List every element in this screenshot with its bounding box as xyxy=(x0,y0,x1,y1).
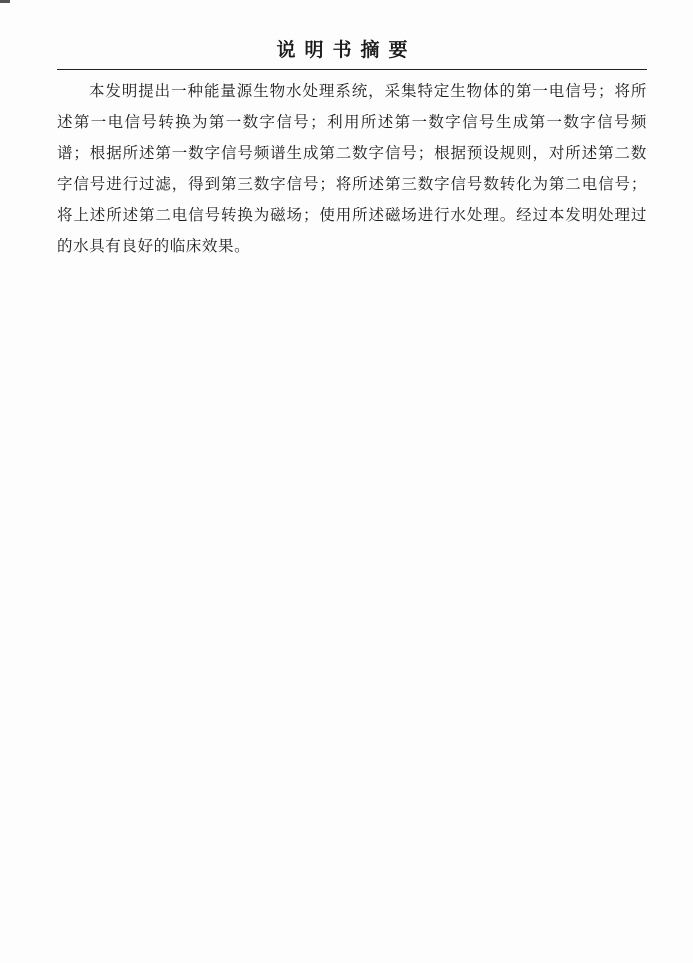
abstract-paragraph: 本发明提出一种能量源生物水处理系统，采集特定生物体的第一电信号；将所述第一电信号转换为第一数字信号；利用所述第一数字信号生成第一数字信号频谱；根据所述第一数字信号频谱生成第二数字信号；根据预设规则，对所述第二数字信号进行过滤，得到第三数字信号；将所述第三数字信号数转化为第二电信号；将上述所述第二电信号转换为磁场；使用所述磁场进行水处理。经过本发明处理过的水具有良好的临床效果。 xyxy=(57,82,647,255)
document-title: 说明书摘要 xyxy=(276,39,417,61)
scan-corner-mark xyxy=(0,0,10,3)
title-divider xyxy=(57,69,647,70)
